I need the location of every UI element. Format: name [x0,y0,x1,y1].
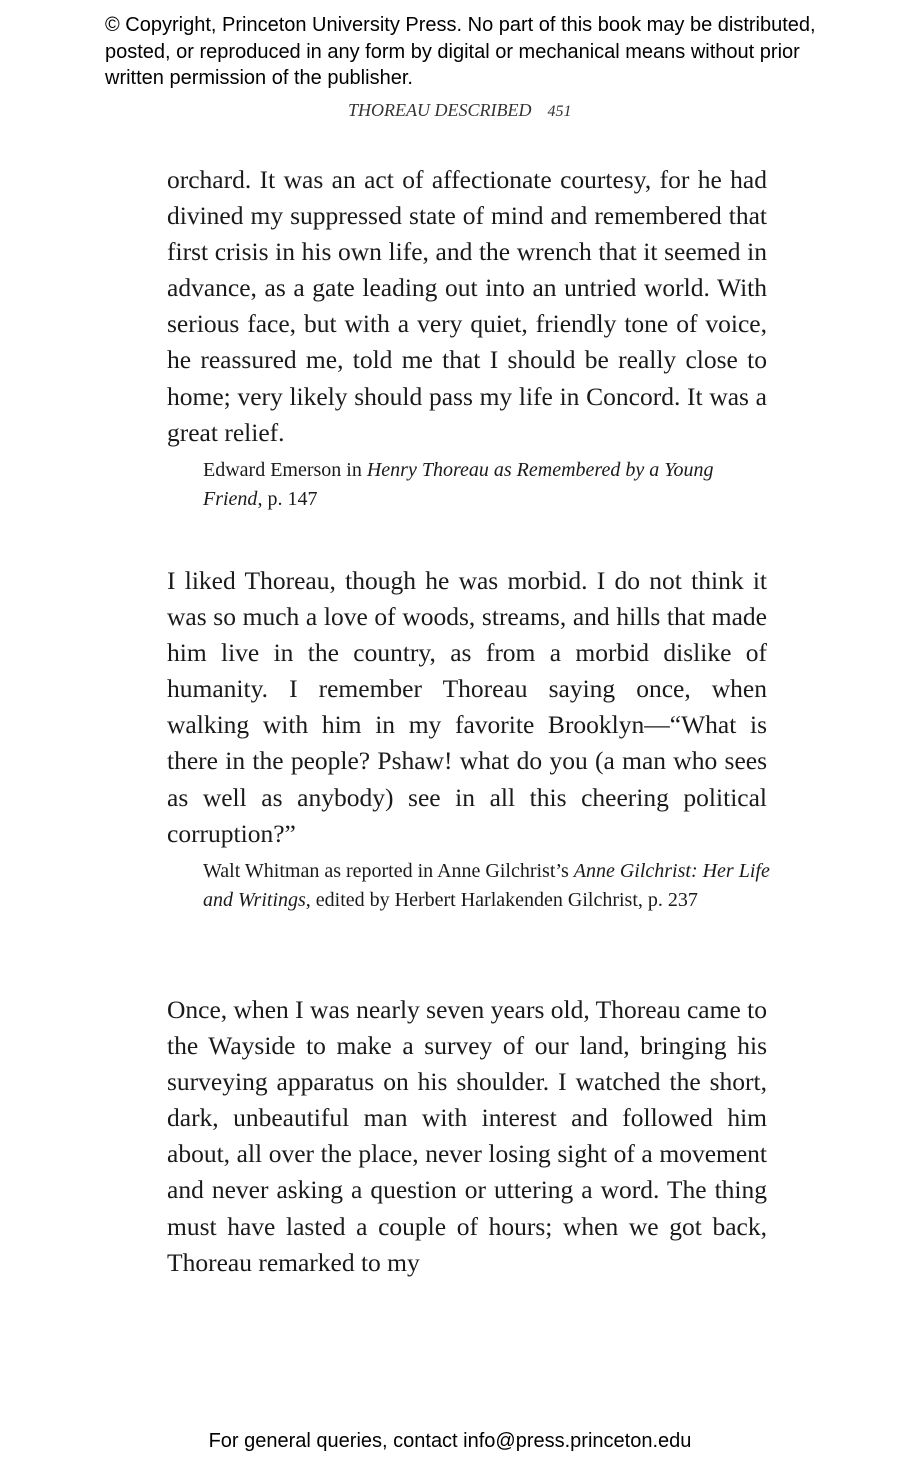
quote-text: Once, when I was nearly seven years old, Thoreau came to the Wayside to make a survey of our land, bringing his surveying apparatus on his shoulder. I watched the short, dark, unbeautiful man with interest and followed him about, all over the place, never losing sight of a movement and never asking a question or uttering a word. The thing must have lasted a couple of hours; when we got back, Thoreau remarked to my [167,995,767,1277]
attribution-2 [203,857,773,914]
running-title: THOREAU DESCRIBED [348,100,532,120]
attribution-suffix: , p. 147 [257,487,318,510]
quote-block-3 [167,992,767,1281]
attribution-prefix: Edward Emerson in [203,459,367,481]
quote-text: I liked Thoreau, though he was morbid. I do not think it was so much a love of woods, streams, and hills that made him live in the country, as from a morbid dislike of humanity. I remember Thoreau saying once, when walking with him in my favorite Brooklyn—“What is there in the people? Pshaw! what do you (a man who sees as well as anybody) see in all this cheering political corruption?” [167,566,767,848]
copyright-notice: © Copyright, Princeton University Press. No part of this book may be distributed, posted, or reproduced in any form by digital or mechanical means without prior written permission of the publisher. [105,14,816,89]
contact-footer: For general queries, contact info@press.princeton.edu [208,1430,692,1452]
quote-block-1 [167,162,767,451]
source-title: Anne Gilchrist: Her Life and Writings [203,860,770,911]
quote-block-2 [167,563,767,852]
attribution-prefix: Walt Whitman as reported in Anne Gilchrist’s [203,860,574,882]
page-number: 451 [547,103,572,120]
running-head [348,98,571,124]
quote-text: orchard. It was an act of affectionate courtesy, for he had divined my suppressed state of mind and remembered that first crisis in his own life, and the wrench that it seemed in advance, as a gate leading out into an untried world. With serious face, but with a very quiet, friendly tone of voice, he reassured me, told me that I should be really close to home; very likely should pass my life in Concord. It was a great relief. [167,165,767,447]
attribution-suffix: , edited by Herbert Harlakenden Gilchrist, p. 237 [305,888,698,911]
source-title: Henry Thoreau as Remembered by a Young Friend [203,459,714,510]
attribution-1 [203,456,773,513]
